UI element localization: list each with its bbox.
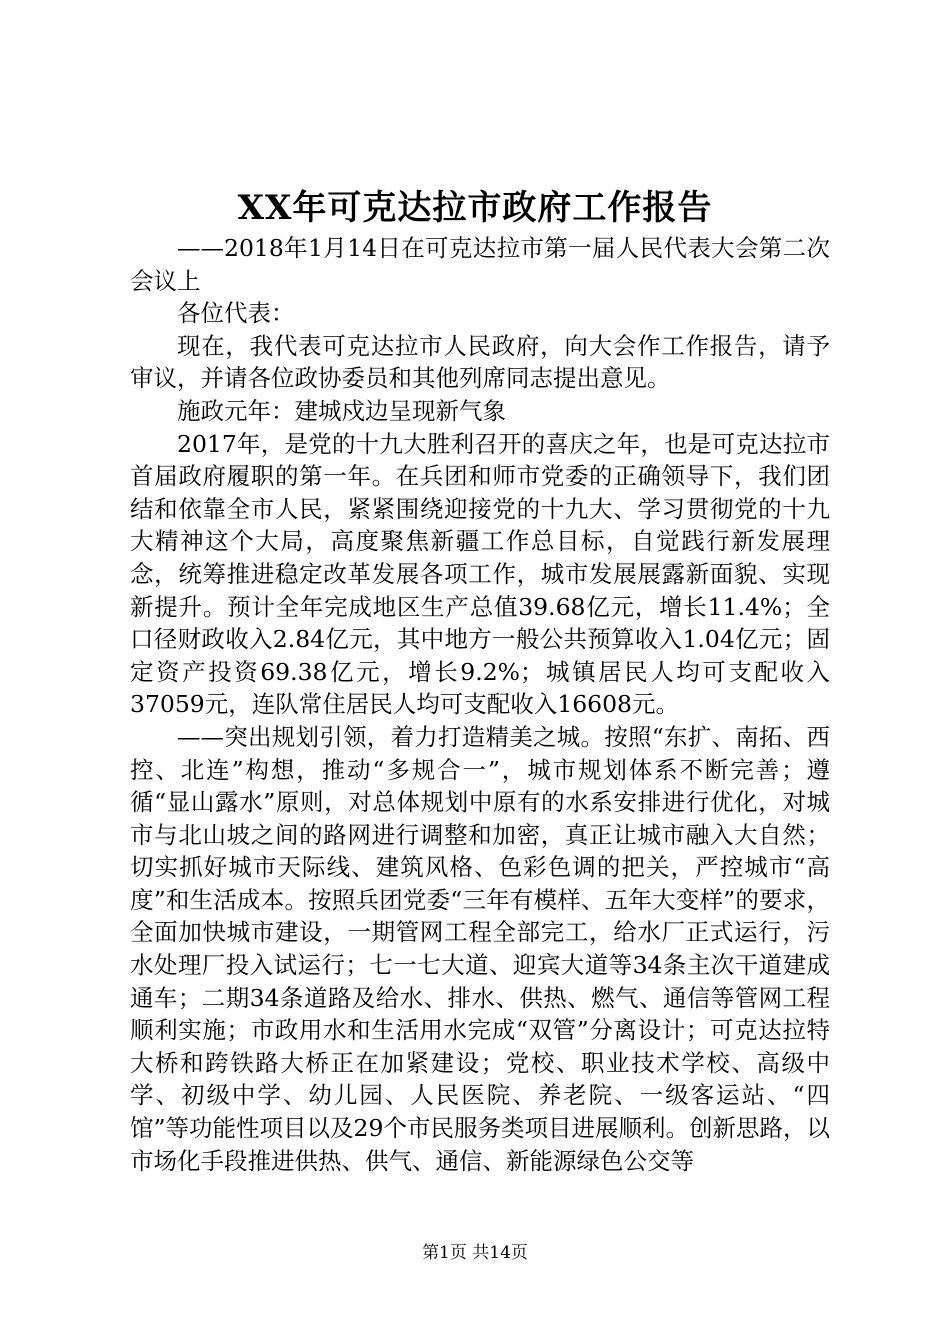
summary-paragraph: 2017年，是党的十九大胜利召开的喜庆之年，也是可克达拉市首届政府履职的第一年。在兵团和师市党委的正确领导下，我们团结和依靠全市人民，紧紧围绕迎接党的十九大、学习贯彻党的十九大精神这个大局，高度聚焦新疆工作总目标，自觉践行新发展理念，统筹推进稳定改革发展各项工作，城市发展展露新面貌、实现新提升。预计全年完成地区生产总值39.68亿元，增长11.4%；全口径财政收入2.84亿元，其中地方一般公共预算收入1.04亿元；固定资产投资69.38亿元，增长9.2%；城镇居民人均可支配收入37059元，连队常住居民人均可支配收入16608元。 bbox=[130, 429, 830, 719]
intro-paragraph: 现在，我代表可克达拉市人民政府，向大会作工作报告，请予审议，并请各位政协委员和其他列席同志提出意见。 bbox=[130, 331, 830, 393]
document-title: XX年可克达拉市政府工作报告 bbox=[237, 188, 713, 228]
section-heading: 施政元年：建城戍边呈现新气象 bbox=[177, 396, 506, 425]
page-number-footer: 第1页 共14页 bbox=[422, 1243, 528, 1263]
subtitle-paragraph: ——2018年1月14日在可克达拉市第一届人民代表大会第二次会议上 bbox=[130, 234, 830, 295]
planning-paragraph: ——突出规划引领，着力打造精美之城。按照“东扩、南拓、西控、北连”构想，推动“多规合一”，城市规划体系不断完善；遵循“显山露水”原则，对总体规划中原有的水系安排进行优化，对城市与北山坡之间的路网进行调整和加密，真正让城市融入大自然；切实抓好城市天际线、建筑风格、色彩色调的把关，严控城市“高度”和生活成本。按照兵团党委“三年有模样、五年大变样”的要求，全面加快城市建设，一期管网工程全部完工，给水厂正式运行，污水处理厂投入试运行；七一七大道、迎宾大道等34条主次干道建成通车；二期34条道路及给水、排水、供热、燃气、通信等管网工程顺利实施；市政用水和生活用水完成“双管”分离设计；可克达拉特大桥和跨铁路大桥正在加紧建设；党校、职业技术学校、高级中学、初级中学、幼儿园、人民医院、养老院、一级客运站、“四馆”等功能性项目以及29个市民服务类项目进展顺利。创新思路，以市场化手段推进供热、供气、通信、新能源绿色公交等 bbox=[130, 722, 830, 1175]
document-body bbox=[130, 232, 830, 1177]
salutation-paragraph: 各位代表： bbox=[177, 299, 295, 328]
